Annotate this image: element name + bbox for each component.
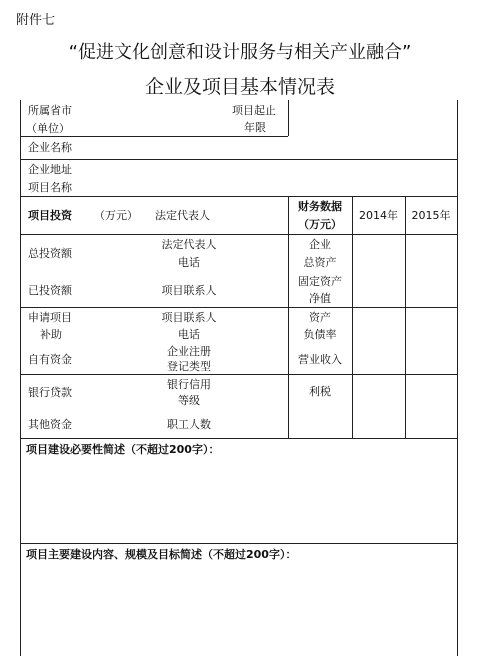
reg-type-label-2: 登记类型 bbox=[167, 360, 211, 373]
legal-rep-phone-label-2: 电话 bbox=[178, 256, 200, 269]
fixed-assets-label-1: 固定资产 bbox=[298, 275, 342, 288]
table-left-border bbox=[20, 100, 21, 656]
debt-ratio-label-1: 资产 bbox=[309, 311, 331, 324]
contact-phone-label-1: 项目联系人 bbox=[161, 311, 217, 324]
row-line bbox=[20, 136, 288, 137]
row-line bbox=[20, 374, 458, 375]
total-investment-label: 总投资额 bbox=[28, 247, 72, 260]
legal-rep-phone-label-1: 法定代表人 bbox=[161, 238, 217, 251]
revenue-label: 营业收入 bbox=[298, 353, 342, 366]
year-2015-header: 2015年 bbox=[411, 209, 451, 222]
legal-rep-header: 法定代表人 bbox=[155, 209, 210, 222]
project-contact-label: 项目联系人 bbox=[161, 284, 217, 297]
year-2014-header: 2014年 bbox=[359, 209, 398, 222]
finance-header-1: 财务数据 bbox=[298, 200, 342, 213]
contact-phone-label-2: 电话 bbox=[178, 328, 200, 341]
title-line-1: “促进文化创意和设计服务与相关产业融合” bbox=[68, 42, 412, 63]
annex-label: 附件七 bbox=[16, 13, 56, 28]
col-line bbox=[288, 100, 289, 136]
necessity-heading: 项目建设必要性简述（不超过200字）： bbox=[26, 443, 220, 456]
reg-type-label-1: 企业注册 bbox=[167, 345, 211, 358]
employees-label: 职工人数 bbox=[167, 418, 211, 431]
profit-tax-label: 利税 bbox=[309, 385, 331, 398]
fixed-assets-label-2: 净值 bbox=[309, 292, 331, 305]
total-assets-label-2: 总资产 bbox=[303, 256, 337, 269]
own-funds-label: 自有资金 bbox=[28, 353, 72, 366]
main-content-heading: 项目主要建设内容、规模及目标简述（不超过200字）： bbox=[26, 548, 297, 561]
row-line bbox=[20, 234, 458, 235]
credit-grade-label-2: 等级 bbox=[178, 394, 200, 407]
finance-header-2: （万元） bbox=[298, 218, 342, 231]
investment-header: 项目投资 bbox=[28, 209, 72, 222]
title-line-2: 企业及项目基本情况表 bbox=[144, 76, 335, 98]
col-line bbox=[352, 196, 353, 438]
total-assets-label-1: 企业 bbox=[309, 238, 331, 251]
bank-loans-label: 银行贷款 bbox=[28, 386, 72, 399]
row-line bbox=[20, 196, 458, 197]
row-line bbox=[20, 159, 458, 160]
row-line bbox=[20, 543, 458, 544]
applied-subsidy-label-2: 补助 bbox=[40, 328, 62, 341]
credit-grade-label-1: 银行信用 bbox=[167, 378, 211, 391]
project-period-label-1: 项目起止 bbox=[232, 104, 276, 117]
project-name-label: 项目名称 bbox=[28, 181, 72, 194]
other-funds-label: 其他资金 bbox=[28, 418, 72, 431]
debt-ratio-label-2: 负债率 bbox=[303, 328, 337, 341]
col-line bbox=[405, 196, 406, 438]
project-period-label-2: 年限 bbox=[244, 121, 266, 134]
row-line bbox=[20, 307, 458, 308]
table-right-border bbox=[457, 100, 458, 656]
unit-header: （万元） bbox=[94, 209, 138, 222]
company-name-label: 企业名称 bbox=[28, 141, 72, 154]
applied-subsidy-label-1: 申请项目 bbox=[28, 311, 72, 324]
invested-amount-label: 已投资额 bbox=[28, 284, 72, 297]
row-line bbox=[20, 438, 458, 439]
province-label: 所属省市 bbox=[28, 104, 72, 117]
unit-label: （单位） bbox=[26, 122, 70, 135]
company-address-label: 企业地址 bbox=[28, 163, 72, 176]
